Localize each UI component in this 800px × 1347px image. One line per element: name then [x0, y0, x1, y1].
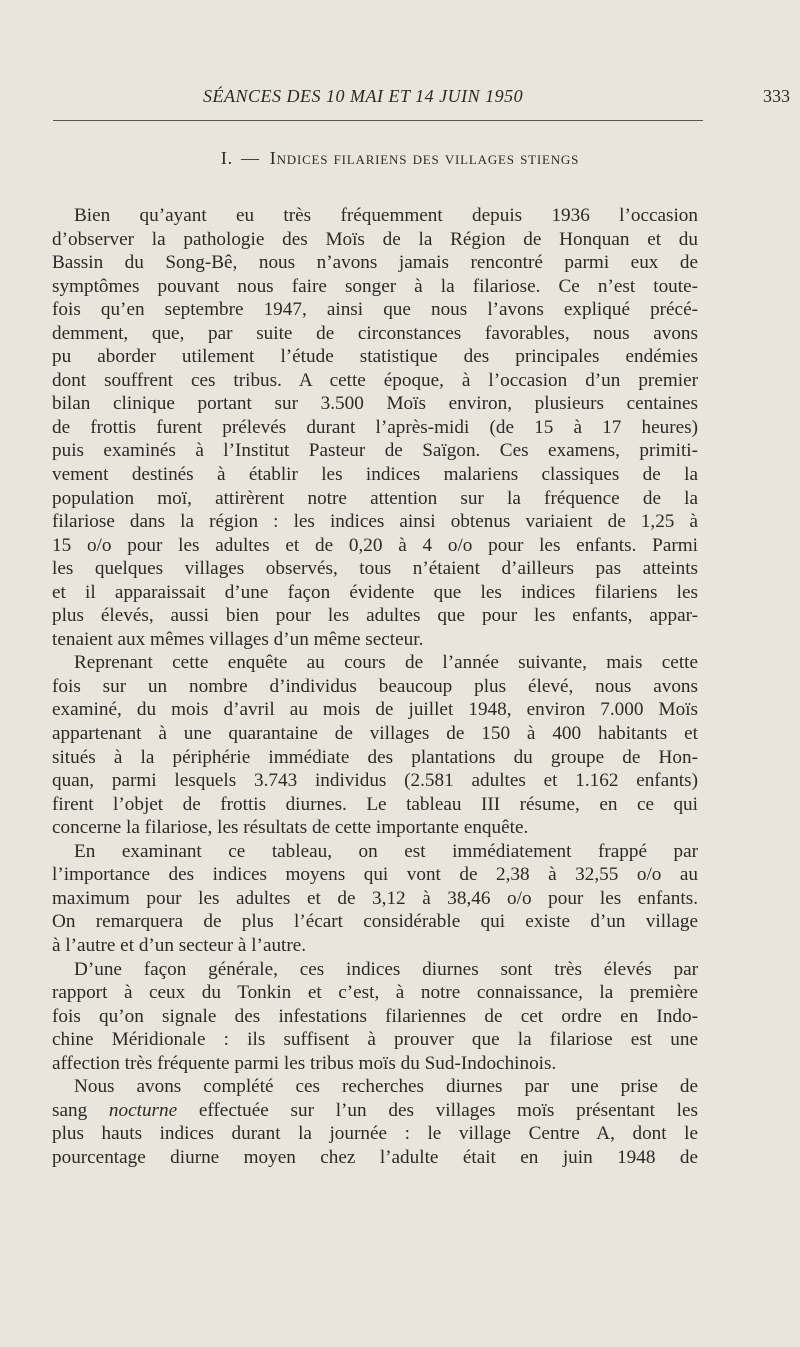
text-line: En examinant ce tableau, on est immédiatement frappé par [74, 840, 698, 862]
text-line: tenaient aux mêmes villages d’un même secteur. [52, 628, 424, 650]
section-heading [0, 148, 800, 169]
section-dash: — [240, 148, 260, 168]
text-line: D’une façon générale, ces indices diurnes sont très élevés par [74, 958, 698, 980]
text-line: de frottis furent prélevés durant l’après-midi (de 15 à 17 heures) [52, 416, 698, 438]
text-line: dont souffrent ces tribus. A cette époque, à l’occasion d’un premier [52, 369, 698, 391]
header-rule [53, 120, 703, 121]
text-line: firent l’objet de frottis diurnes. Le tableau III résume, en ce qui [52, 793, 698, 815]
body-text [52, 204, 698, 1169]
text-line: plus hauts indices durant la journée : le village Centre A, dont le [52, 1123, 698, 1145]
text-line: vement destinés à établir les indices malariens classiques de la [52, 464, 698, 486]
text-line: puis examinés à l’Institut Pasteur de Saïgon. Ces examens, primiti- [52, 440, 698, 462]
text-line: d’observer la pathologie des Moïs de la Région de Honquan et du [52, 228, 698, 250]
text-line: concerne la filariose, les résultats de cette importante enquête. [52, 817, 529, 839]
text-line: fois qu’on signale des infestations filariennes de cet ordre en Indo- [52, 1005, 698, 1027]
text-line: On remarquera de plus l’écart considérable qui existe d’un village [52, 911, 698, 933]
page-number: 333 [763, 86, 790, 106]
text-fragment: effectuée sur l’un des villages moïs présentant les [198, 1099, 698, 1121]
text-line: Reprenant cette enquête au cours de l’année suivante, mais cette [74, 652, 698, 674]
text-line [52, 1099, 698, 1123]
text-line: maximum pour les adultes et de 3,12 à 38,46 o/o pour les enfants. [52, 887, 698, 909]
text-line: pu aborder utilement l’étude statistique des principales endémies [52, 346, 698, 368]
text-line: et il apparaissait d’une façon évidente que les indices filariens les [52, 581, 698, 603]
text-line: demment, que, par suite de circonstances favorables, nous avons [52, 322, 698, 344]
text-line: quan, parmi lesquels 3.743 individus (2.581 adultes et 1.162 enfants) [52, 770, 698, 792]
text-line: affection très fréquente parmi les tribus moïs du Sud-Indochinois. [52, 1052, 557, 1074]
text-line: pourcentage diurne moyen chez l’adulte était en juin 1948 de [52, 1146, 698, 1168]
running-head [0, 86, 800, 112]
text-line: 15 o/o pour les adultes et de 0,20 à 4 o/o pour les enfants. Parmi [52, 534, 698, 556]
text-line: chine Méridionale : ils suffisent à prouver que la filariose est une [52, 1029, 698, 1051]
section-title: Indices filariens des villages stiengs [269, 148, 580, 168]
text-line: fois sur un nombre d’individus beaucoup plus élevé, nous avons [52, 675, 698, 697]
text-line: filariose dans la région : les indices ainsi obtenus variaient de 1,25 à [52, 511, 698, 533]
text-line: examiné, du mois d’avril au mois de juillet 1948, environ 7.000 Moïs [52, 699, 698, 721]
text-line: bilan clinique portant sur 3.500 Moïs environ, plusieurs centaines [52, 393, 698, 415]
text-line: situés à la périphérie immédiate des plantations du groupe de Hon- [52, 746, 698, 768]
text-line: population moï, attirèrent notre attention sur la fréquence de la [52, 487, 698, 509]
text-fragment: sang [52, 1099, 109, 1121]
text-line: Nous avons complété ces recherches diurnes par une prise de [74, 1076, 698, 1098]
text-line: rapport à ceux du Tonkin et c’est, à notre connaissance, la première [52, 982, 698, 1004]
text-line: les quelques villages observés, tous n’étaient d’ailleurs pas atteints [52, 558, 698, 580]
text-line: appartenant à une quarantaine de villages de 150 à 400 habitants et [52, 723, 698, 745]
italic-word: nocturne [108, 1099, 178, 1121]
running-title: SÉANCES DES 10 MAI ET 14 JUIN 1950 [203, 86, 524, 106]
section-number: I. [220, 148, 233, 168]
text-line: fois qu’en septembre 1947, ainsi que nous l’avons expliqué précé- [52, 299, 698, 321]
text-line: plus élevés, aussi bien pour les adultes que pour les enfants, appar- [52, 605, 698, 627]
text-line: Bien qu’ayant eu très fréquemment depuis 1936 l’occasion [74, 205, 698, 226]
text-line: l’importance des indices moyens qui vont de 2,38 à 32,55 o/o au [52, 864, 698, 886]
text-line: à l’autre et d’un secteur à l’autre. [52, 934, 307, 956]
text-line: symptômes pouvant nous faire songer à la filariose. Ce n’est toute- [52, 275, 698, 297]
text-line: Bassin du Song-Bê, nous n’avons jamais rencontré parmi eux de [52, 252, 698, 274]
